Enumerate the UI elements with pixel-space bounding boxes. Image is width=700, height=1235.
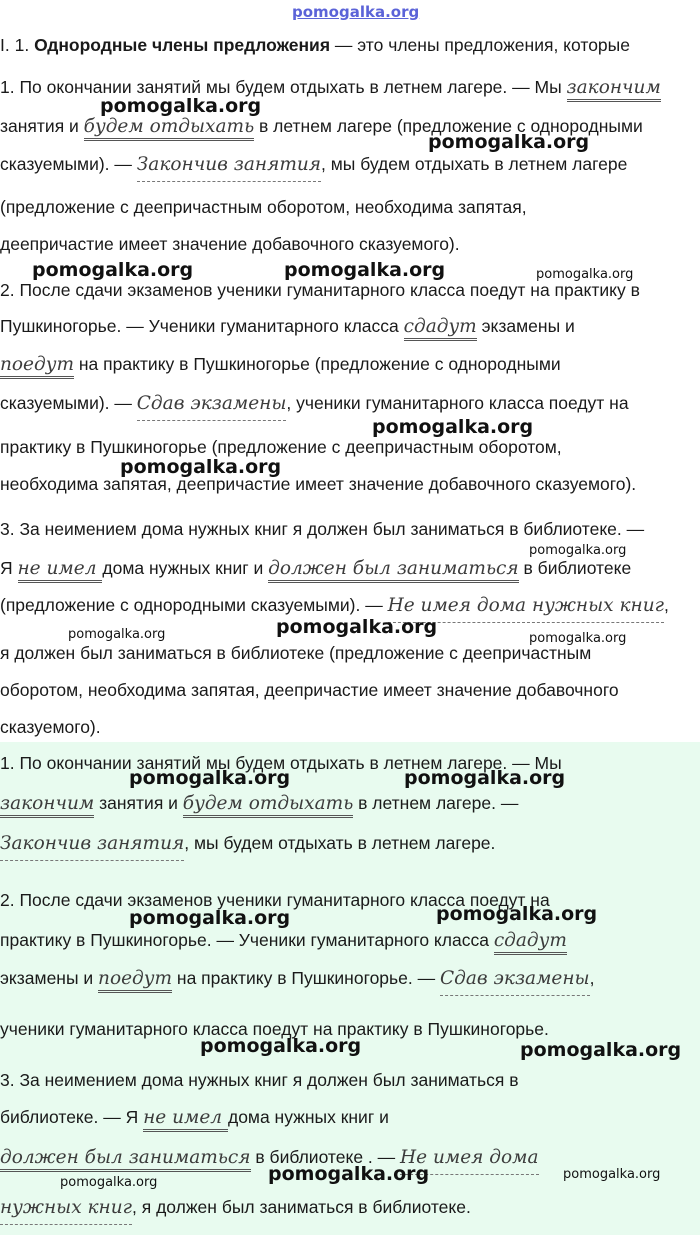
ex1-line3 [0, 153, 627, 176]
ex3-line4: я должен был заниматься в библиотеке (предложение с деепричастным [0, 643, 592, 663]
text-span: дома нужных книг и [227, 1107, 389, 1127]
predicate-word: поедут [98, 968, 172, 993]
watermark-text: pomogalka.org [520, 1039, 682, 1061]
watermark-text: pomogalka.org [68, 627, 166, 642]
text-span: , ученики гуманитарного класса поедут на [286, 393, 629, 413]
text-span: , мы будем отдыхать в летнем лагере. [184, 833, 496, 853]
watermark-text: pomogalka.org [32, 259, 194, 281]
answer-ex2-line1: 2. После сдачи экзаменов ученики гуманитарного класса поедут на [0, 890, 550, 910]
text-span: , [589, 968, 595, 988]
predicate-word: сдадут [404, 316, 477, 341]
predicate-word: закончим [567, 77, 661, 102]
adverbial-phrase: Не имея дома нужных книг [387, 595, 664, 616]
adverbial-phrase: Сдав экзамены [439, 968, 590, 989]
task-title-bold: Однородные члены предложения [34, 35, 331, 55]
adverbial-phrase: Закончив занятия [136, 154, 322, 175]
text-span: (предложение с однородными сказуемыми). — [0, 595, 388, 615]
ex1-line4: (предложение с деепричастным оборотом, необходима запятая, [0, 197, 527, 217]
text-span: дома нужных книг и [102, 558, 269, 578]
task-number: I. 1. [0, 35, 30, 55]
watermark-text: pomogalka.org [404, 767, 566, 789]
text-span: , [663, 595, 669, 615]
watermark-text: pomogalka.org [284, 259, 446, 281]
ex3-line5: оборотом, необходима запятая, деепричастие имеет значение добавочного [0, 680, 619, 700]
task-title [0, 34, 630, 56]
ex2-line4 [0, 392, 629, 415]
predicate-word: будем отдыхать [183, 793, 353, 818]
watermark-text: pomogalka.org [120, 456, 282, 478]
ex3-line2 [0, 557, 631, 580]
ex2-line1: 2. После сдачи экзаменов ученики гуманитарного класса поедут на практику в [0, 280, 640, 300]
text-span: библиотеке. — Я [0, 1107, 144, 1127]
predicate-word: закончим [0, 793, 94, 818]
ex2-line2 [0, 315, 575, 338]
answer-ex1-line1: 1. По окончании занятий мы будем отдыхать в летнем лагере. — Мы [0, 753, 562, 773]
predicate-word: сдадут [494, 930, 567, 955]
text-span: , мы будем отдыхать в летнем лагере [321, 154, 628, 174]
watermark-text: pomogalka.org [268, 1163, 430, 1185]
text-span: сказуемыми). — [0, 154, 137, 174]
ex2-line5: практику в Пушкиногорье (предложение с деепричастным оборотом, [0, 437, 562, 457]
ex1-line5: деепричастие имеет значение добавочного сказуемого). [0, 234, 460, 254]
predicate-word: будем отдыхать [84, 116, 254, 141]
watermark-text: pomogalka.org [129, 907, 291, 929]
watermark-text: pomogalka.org [529, 631, 627, 646]
predicate-word: не имел [18, 558, 103, 583]
predicate-word: должен был заниматься [0, 1147, 251, 1172]
watermark-text: pomogalka.org [436, 903, 598, 925]
text-span: на практику в Пушкиногорье (предложение с однородными [74, 354, 561, 374]
ex3-line6: сказуемого). [0, 717, 101, 737]
watermark-text: pomogalka.org [60, 1175, 158, 1190]
watermark-text: pomogalka.org [536, 267, 634, 282]
ex3-line3 [0, 594, 669, 617]
watermark-text: pomogalka.org [200, 1035, 362, 1057]
text-span: занятия и [0, 116, 84, 136]
text-span: практику в Пушкиногорье. — Ученики гуманитарного класса [0, 930, 494, 950]
text-span: экзамены и [476, 316, 575, 336]
site-header-link[interactable]: pomogalka.org [292, 3, 420, 21]
answer-ex3-line1: 3. За неимением дома нужных книг я должен был заниматься в [0, 1070, 519, 1090]
predicate-word: не имел [143, 1107, 228, 1132]
text-span: Я [0, 558, 18, 578]
text-span: на практику в Пушкиногорье. — [172, 968, 440, 988]
predicate-word: должен был заниматься [268, 558, 519, 583]
answer-ex2-line4: ученики гуманитарного класса поедут на практику в Пушкиногорье. [0, 1019, 549, 1039]
answer-ex3-line2 [0, 1106, 389, 1129]
text-span: в летнем лагере (предложение с однородными [254, 116, 643, 136]
text-span: , я должен был заниматься в библиотеке. [132, 1197, 471, 1217]
text-span: занятия и [94, 793, 183, 813]
watermark-text: pomogalka.org [100, 95, 262, 117]
text-span: 1. По окончании занятий мы будем отдыхать в летнем лагере. — Мы [0, 77, 567, 97]
predicate-word: поедут [0, 354, 74, 379]
answer-ex1-line3 [0, 832, 495, 855]
watermark-text: pomogalka.org [563, 1167, 661, 1182]
adverbial-phrase: Закончив занятия [0, 833, 185, 854]
answer-ex2-line2 [0, 929, 567, 952]
watermark-text: pomogalka.org [372, 416, 534, 438]
text-span: в библиотеке [518, 558, 632, 578]
adverbial-phrase: Сдав экзамены [136, 393, 287, 414]
ex2-line3 [0, 353, 561, 376]
answer-ex2-line3 [0, 967, 595, 990]
adverbial-phrase: нужных книг [0, 1197, 133, 1218]
task-title-rest: — это члены предложения, которые [330, 35, 630, 55]
watermark-text: pomogalka.org [428, 131, 590, 153]
answer-ex3-line4 [0, 1196, 471, 1219]
watermark-text: pomogalka.org [129, 767, 291, 789]
text-span: Пушкиногорье. — Ученики гуманитарного класса [0, 316, 404, 336]
answer-ex1-line2 [0, 792, 518, 815]
text-span: сказуемыми). — [0, 393, 137, 413]
adverbial-phrase: Не имея дома [400, 1147, 539, 1168]
watermark-text: pomogalka.org [529, 543, 627, 558]
ex2-line6: необходима запятая, деепричастие имеет значение добавочного сказуемого). [0, 474, 637, 494]
text-span: экзамены и [0, 968, 99, 988]
ex3-line1: 3. За неимением дома нужных книг я должен был заниматься в библиотеке. — [0, 519, 645, 539]
text-span: в библиотеке . — [250, 1147, 401, 1167]
watermark-text: pomogalka.org [276, 616, 438, 638]
text-span: в летнем лагере. — [353, 793, 519, 813]
